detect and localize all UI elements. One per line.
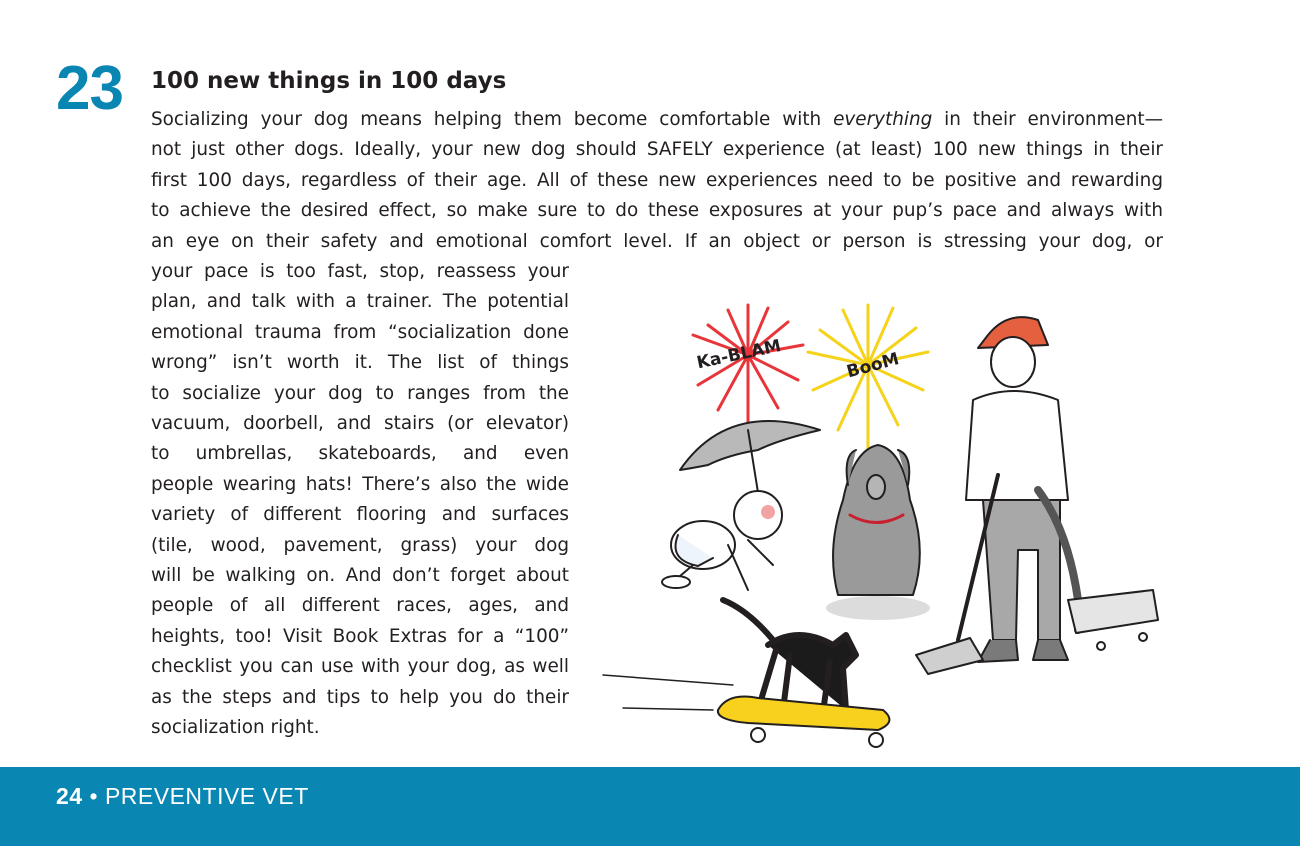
paragraph-line: will be walking on. And don’t forget about xyxy=(151,565,569,587)
paragraph-line: wrong” isn’t worth it. The list of things xyxy=(151,352,569,374)
yellow-burst-icon xyxy=(808,305,928,450)
sound-effect-boom: BooM xyxy=(844,349,902,383)
sound-effect-kablam: Ka-BLAM xyxy=(695,336,783,374)
paragraph-line: checklist you can use with your dog, as well xyxy=(151,656,569,678)
paragraph-line: variety of different flooring and surfaces xyxy=(151,504,569,526)
paragraph-line: to socialize your dog to ranges from the xyxy=(151,382,569,404)
paragraph-line: emotional trauma from “socialization done xyxy=(151,321,569,343)
paragraph-line: people wearing hats! There’s also the wide xyxy=(151,473,569,495)
body-paragraph-narrow xyxy=(151,257,569,744)
book-title: PREVENTIVE VET xyxy=(104,783,309,809)
paragraph-line: (tile, wood, pavement, grass) your dog xyxy=(151,534,569,556)
paragraph-line: first 100 days, regardless of their age. All of these new experiences need to be positive and rewarding xyxy=(151,169,1163,191)
footer-page-label xyxy=(56,783,309,810)
paragraph-line: socialization right. xyxy=(151,717,320,739)
man-with-hat-icon xyxy=(966,317,1068,662)
paragraph-line: to umbrellas, skateboards, and even xyxy=(151,443,569,465)
paragraph-line: heights, too! Visit Book Extras for a “100” xyxy=(151,625,569,647)
paragraph-line: vacuum, doorbell, and stairs (or elevator) xyxy=(151,413,569,435)
tip-title: 100 new things in 100 days xyxy=(151,68,507,94)
body-paragraph-full-width xyxy=(151,105,1163,257)
socialization-illustration xyxy=(598,290,1178,750)
paragraph-line: Socializing your dog means helping them become comfortable with everything in their environment— xyxy=(151,109,1163,130)
paragraph-line: to achieve the desired effect, so make sure to do these exposures at your pup’s pace and always with xyxy=(151,200,1163,222)
gray-dog-icon xyxy=(826,445,930,620)
paragraph-line: as the steps and tips to help you do their xyxy=(151,686,569,708)
paragraph-line: an eye on their safety and emotional comfort level. If an object or person is stressing your dog, or xyxy=(151,230,1163,252)
paragraph-line: not just other dogs. Ideally, your new dog should SAFELY experience (at least) 100 new things in their xyxy=(151,139,1163,161)
tip-number: 23 xyxy=(56,54,123,123)
paragraph-line: people of all different races, ages, and xyxy=(151,595,569,617)
footer-bar xyxy=(0,767,1300,846)
page-number: 24 xyxy=(56,783,83,809)
paragraph-line: your pace is too fast, stop, reassess your xyxy=(151,261,569,282)
crawling-baby-icon xyxy=(662,491,782,590)
paragraph-line: plan, and talk with a trainer. The potential xyxy=(151,291,569,313)
footer-separator: • xyxy=(89,783,99,809)
cat-on-skateboard-icon xyxy=(603,600,889,747)
